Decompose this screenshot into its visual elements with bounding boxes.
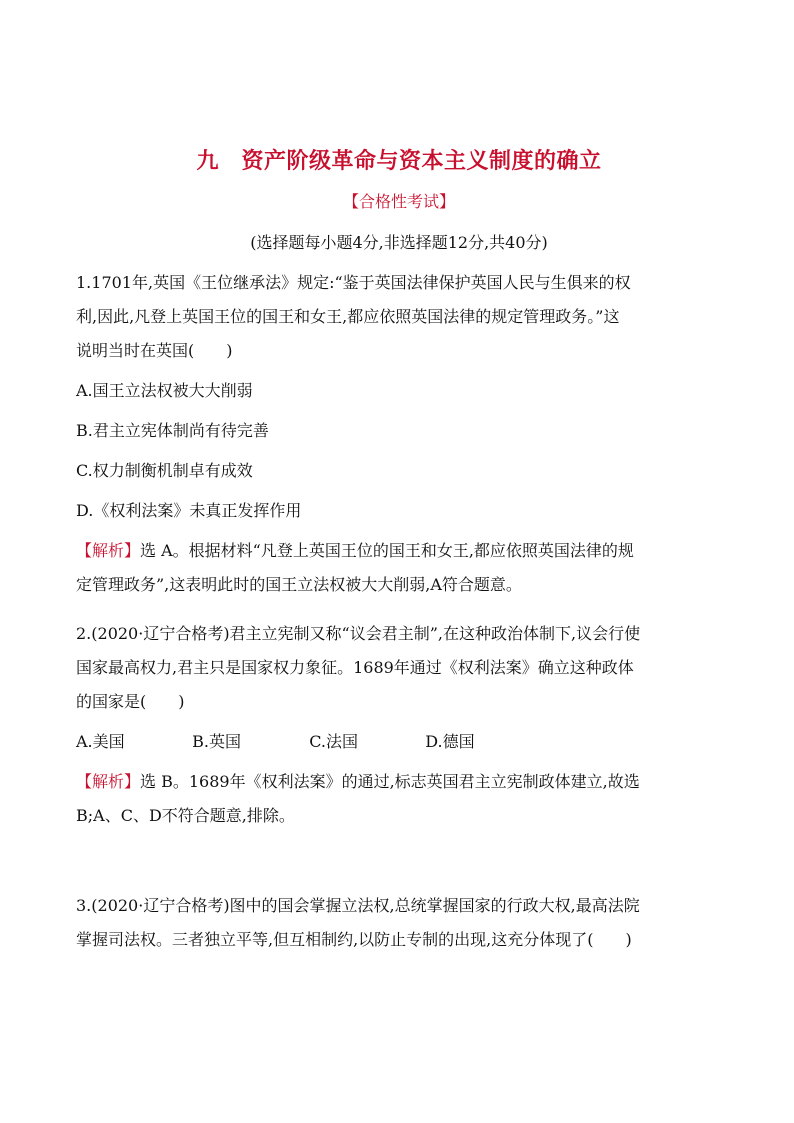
question-1-option-b: B.君主立宪体制尚有待完善: [76, 421, 269, 440]
question-1: [76, 266, 722, 602]
analysis-tag: 【解析】: [76, 772, 141, 791]
question-2-analysis-line-1: 选 B。1689年《权利法案》的通过,标志英国君主立宪制政体建立,故选: [140, 772, 640, 791]
question-1-line-1: 1.1701年,英国《王位继承法》规定:“鉴于英国法律保护英国人民与生俱来的权: [76, 273, 631, 292]
question-2-line-1: 2.(2020·辽宁合格考)君主立宪制又称“议会君主制”,在这种政治体制下,议会行使: [76, 624, 641, 643]
question-3-line-2: 掌握司法权。三者独立平等,但互相制约,以防止专制的出现,这充分体现了( ): [76, 930, 632, 949]
analysis-tag: 【解析】: [76, 541, 141, 560]
question-3-line-1: 3.(2020·辽宁合格考)图中的国会掌握立法权,总统掌握国家的行政大权,最高法院: [76, 896, 640, 915]
question-1-analysis-line-1: 选 A。根据材料“凡登上英国王位的国王和女王,都应依照英国法律的规: [140, 541, 634, 560]
question-3: [76, 889, 722, 957]
score-note: (选择题每小题4分,非选择题12分,共40分): [250, 233, 548, 252]
question-2: [76, 617, 722, 833]
question-1-option-c: C.权力制衡机制卓有成效: [76, 461, 253, 480]
question-2-option-b: B.英国: [192, 732, 241, 751]
question-1-analysis-line-2: 定管理政务”,这表明此时的国王立法权被大大削弱,A符合题意。: [76, 575, 522, 594]
question-1-option-d: D.《权利法案》未真正发挥作用: [76, 501, 302, 520]
question-2-line-2: 国家最高权力,君主只是国家权力象征。1689年通过《权利法案》确立这种政体: [76, 658, 634, 677]
question-1-line-2: 利,因此,凡登上英国王位的国王和女王,都应依照英国法律的规定管理政务。”这: [76, 307, 620, 326]
exam-type-label: 【合格性考试】: [342, 192, 455, 211]
question-1-line-3: 说明当时在英国( ): [76, 341, 233, 360]
question-2-option-c: C.法国: [309, 732, 358, 751]
question-2-options: [76, 725, 722, 759]
question-2-line-3: 的国家是( ): [76, 692, 185, 711]
question-2-option-d: D.德国: [425, 732, 475, 751]
question-1-option-a: A.国王立法权被大大削弱: [76, 381, 253, 400]
question-1-analysis: [76, 534, 722, 568]
question-2-option-a: A.美国: [76, 732, 125, 751]
page-title: 九 资产阶级革命与资本主义制度的确立: [196, 149, 602, 174]
question-2-analysis: [76, 765, 722, 799]
question-2-analysis-line-2: B;A、C、D不符合题意,排除。: [76, 806, 295, 825]
